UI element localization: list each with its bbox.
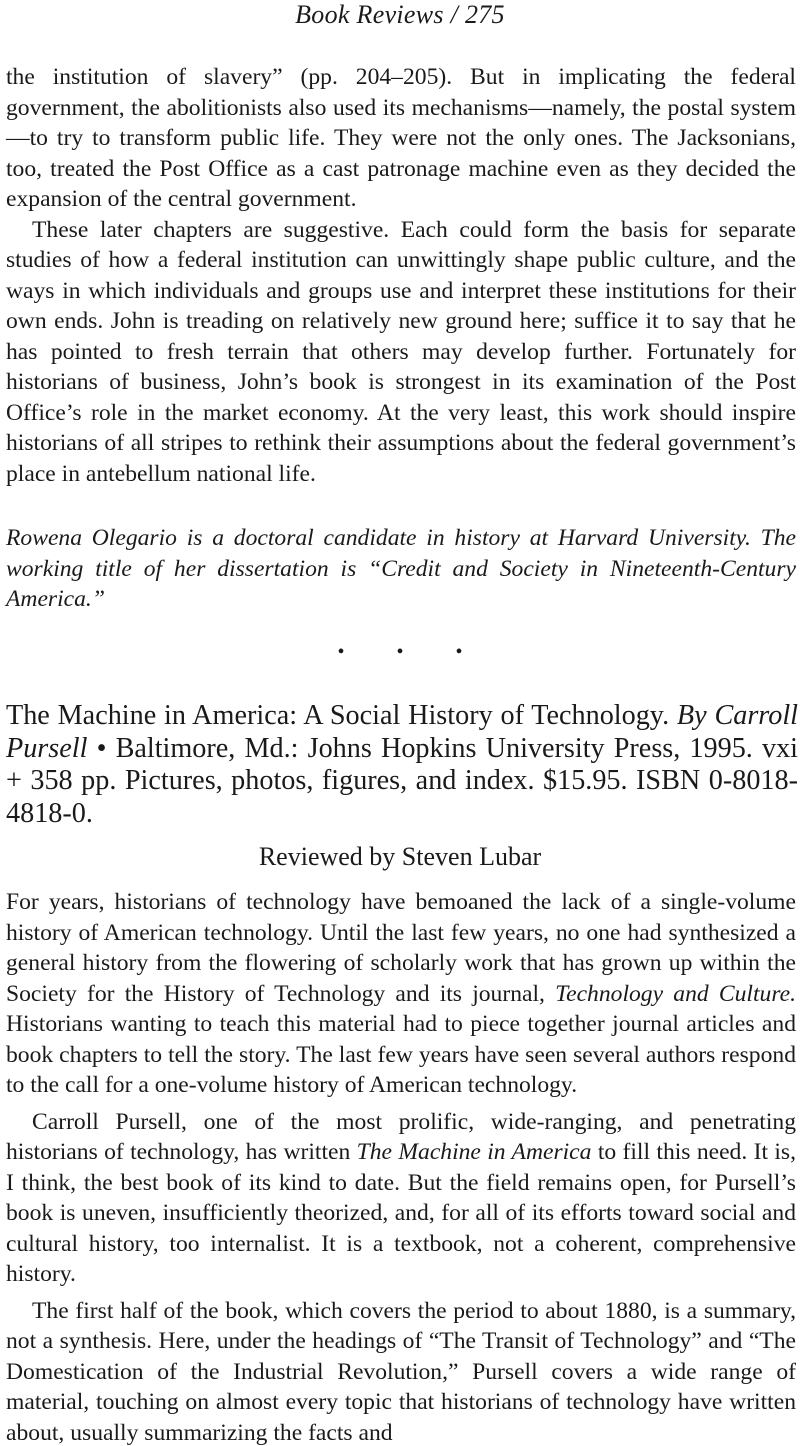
- book-citation: [6, 700, 798, 830]
- book-title: The Machine in America: A Social History of Technology.: [6, 700, 670, 731]
- paragraph: The first half of the book, which covers the period to about 1880, is a summary, not a synthesis. Here, under the headings of “The Transit of Technology” and “The Domestication of the Industrial Revolution,” Pursell covers a wide range of material, touching on almost every topic that historians of technology have written about, usually summarizing the facts and: [6, 1297, 796, 1446]
- text-run: Historians wanting to teach this material had to piece together journal articles and book chapters to tell the story. The last few years have seen several authors respond to the call for a one-volume history of American technology.: [6, 1011, 796, 1098]
- divider-dot: •: [337, 641, 345, 663]
- paragraph: [6, 887, 796, 1101]
- journal-title: Technology and Culture.: [555, 980, 796, 1007]
- citation-separator: •: [96, 732, 107, 764]
- publication-details: Baltimore, Md.: Johns Hopkins University Press, 1995. vxi + 358 pp. Pictures, photos, figures, and index. $15.95. ISBN 0-8018-4818-0.: [6, 732, 798, 829]
- paragraph: the institution of slavery” (pp. 204–205). But in implicating the federal government, the abolitionists also used its mechanisms—namely, the postal system—to try to transform public life. They were not the only ones. The Jacksonians, too, treated the Post Office as a cast patronage machine even as they decided the expansion of the central government.: [6, 64, 796, 212]
- text-run: to fill this need. It is, I think, the best book of its kind to date. But the field remains open, for Pursell’s book is uneven, insufficiently theorized, and, for all of its efforts toward social and cultural history, too internalist. It is a textbook, not a coherent, comprehensive history.: [6, 1139, 796, 1287]
- book-author: By Carroll Pursell: [6, 700, 798, 764]
- reviewer-byline: Reviewed by Steven Lubar: [258, 842, 542, 871]
- divider-dot: •: [396, 641, 404, 663]
- text-run: For years, historians of technology have bemoaned the lack of a single-volume history of American technology. Until the last few years, no one had synthesized a general history from the flowering of scholarly work that has grown up within the Society for the History of Technology and its journal,: [6, 889, 796, 1007]
- paragraph: These later chapters are suggestive. Each could form the basis for separate studies of how a federal institution can unwittingly shape public culture, and the ways in which individuals and groups use and interpret these institutions for their own ends. John is treading on relatively new ground here; suffice it to say that he has pointed to fresh terrain that others may develop further. Fortunately for historians of business, John’s book is strongest in its examination of the Post Office’s role in the market economy. At the very least, this work should inspire historians of all stripes to rethink their assumptions about the federal government’s place in antebellum national life.: [6, 216, 796, 487]
- reviewer-bio: Rowena Olegario is a doctoral candidate in history at Harvard University. The working title of her dissertation is “Credit and Society in Nineteenth-Century America.”: [6, 525, 796, 612]
- divider-dot: •: [455, 641, 463, 663]
- text-run: Carroll Pursell, one of the most prolific, wide-ranging, and penetrating historians of technology, has written: [6, 1108, 796, 1165]
- review-body: [6, 887, 796, 1446]
- running-head: Book Reviews / 275: [295, 0, 505, 29]
- section-divider: [0, 640, 800, 664]
- book-title-reference: The Machine in America: [356, 1139, 592, 1165]
- previous-review-body: [6, 62, 796, 489]
- paragraph: [6, 1107, 796, 1290]
